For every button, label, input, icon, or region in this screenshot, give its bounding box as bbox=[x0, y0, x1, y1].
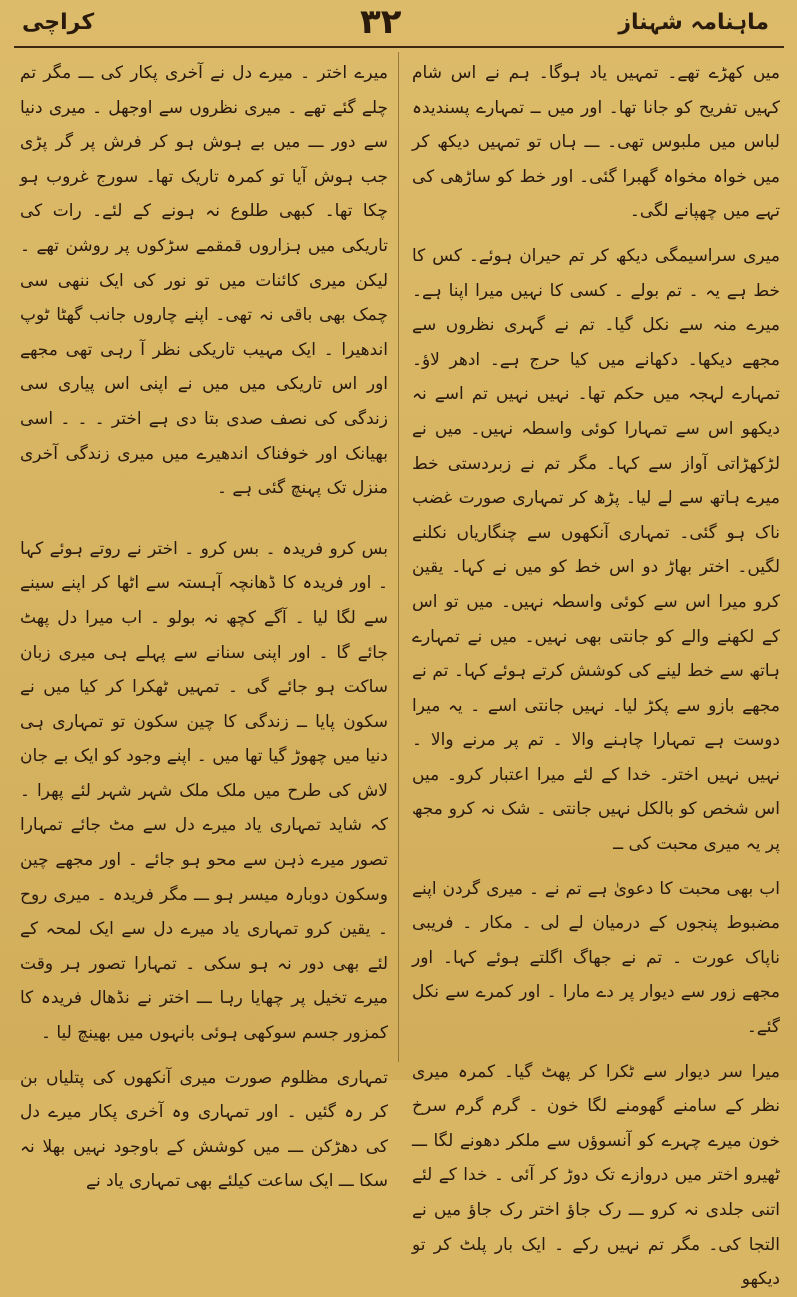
column-divider bbox=[398, 52, 399, 1062]
right-column bbox=[412, 56, 780, 1290]
paragraph: میرے اختر ۔ میرے دل نے آخری پکار کی ـــ مگر تم چلے گئے تھے ۔ میری نظروں سے اوجھل ۔ میری دنیا سے دور ـــ میں بے ہوش ہو کر فرش پر گر پڑی جب ہوش آیا تو کمرہ تاریک تھا۔ سورج غروب ہو چکا تھا۔ کبھی طلوع نہ ہونے کے لئے۔ رات کی تاریکی میں ہزاروں قمقمے سڑکوں پر روشن تھے ۔ لیکن میری کائنات میں تو نور کی ایک ننھی سی چمک بھی باقی نہ تھی۔ اپنے چاروں جانب گھٹا ٹوپ اندھیرا ۔ ایک مہیب تاریکی نظر آ رہی تھی مجھے اور اس تاریکی میں میں نے اپنی اس پیاری سی زندگی کی نصف صدی بتا دی ہے اختر ۔ ۔ ۔ اسی بھیانک اور خوفناک اندھیرے میں میری زندگی آخری منزل تک پہنچ گئی ہے ۔ bbox=[20, 63, 388, 499]
paragraph: بس کرو فریدہ ۔ بس کرو ۔ اختر نے روتے ہوئے کہا ۔ اور فریدہ کا ڈھانچہ آہستہ سے اٹھا کر اپنے سینے سے لگا لیا ۔ آگے کچھ نہ بولو ۔ اب میرا دل پھٹ جائے گا ۔ اور اپنی سنانے سے پہلے ہی میری زبان ساکت ہو جائے گی ۔ تمہیں ٹھکرا کر کیا میں نے سکون پایا ــ زندگی کا چین سکون تو تمہاری ہی دنیا میں چھوڑ گیا تھا میں ۔ اپنے وجود کو ایک بے جان لاش کی طرح میں ملک ملک شہر شہر لئے پھرا ۔ کہ شاید تمہاری یاد میرے دل سے مٹ جائے تمہارا تصور میرے ذہن سے محو ہو جائے ۔ اور مجھے چین وسکون دوبارہ میسر ہو ـــ مگر فریدہ ۔ میری روح ۔ یقین کرو تمہاری یاد میرے دل سے ایک لمحہ کے لئے بھی دور نہ ہو سکی ۔ تمہارا تصور ہر وقت میرے تخیل پر چھایا رہا ـــ اختر نے نڈھال فریدہ کا کمزور جسم سوکھی ہوئی بانہوں میں بھینچ لیا ۔ bbox=[20, 538, 388, 1044]
page-header bbox=[0, 0, 797, 48]
paragraph: میری سراسیمگی دیکھ کر تم حیران ہوئے۔ کس کا خط ہے یہ ۔ تم بولے ۔ کسی کا نہیں میرا اپنا ہے۔ میرے منہ سے نکل گیا۔ تم نے گہری نظروں سے مجھے دیکھا۔ دکھانے میں کیا حرج ہے۔ ادھر لاؤ۔ تمہارے لہجہ میں حکم تھا۔ نہیں نہیں تم اسے نہ دیکھو اس سے تمہارا کوئی واسطہ نہیں۔ میں نے لڑکھڑاتی آواز سے کہا۔ مگر تم نے زبردستی خط میرے ہاتھ سے لے لیا۔ پڑھ کر تمہاری صورت غضب ناک ہو گئی۔ تمہاری آنکھوں سے چنگاریاں نکلنے لگیں۔ اختر بھاڑ دو اس خط کو میں نے کہا۔ یقین کرو میرا اس سے کوئی واسطہ نہیں۔ میں تو اس کے لکھنے والے کو جانتی بھی نہیں۔ میں نے تمہارے ہاتھ سے خط لینے کی کوشش کرتے ہوئے کہا۔ تم نے مجھے بازو سے پکڑ لیا۔ نہیں جانتی اسے ۔ یہ میرا دوست ہے تمہارا چاہنے والا ۔ تم پر مرنے والا ۔ نہیں نہیں اختر۔ خدا کے لئے میرا اعتبار کرو۔ میں اس شخص کو بالکل نہیں جانتی ۔ شک نہ کرو مجھ پر یہ میری محبت کی ــ bbox=[412, 245, 780, 855]
header-rule bbox=[14, 46, 784, 48]
page-number: ۳۲ bbox=[360, 2, 402, 42]
paragraph: تمہاری مظلوم صورت میری آنکھوں کی پتلیاں بن کر رہ گئیں ۔ اور تمہاری وہ آخری پکار میرے دل کی دھڑکن ـــ میں کوشش کے باوجود نہیں بھلا نہ سکا ـــ ایک ساعت کیلئے بھی تمہاری یاد نے bbox=[20, 1067, 388, 1192]
city-name: کراچی bbox=[22, 10, 95, 35]
left-column bbox=[20, 56, 388, 1192]
paragraph: میں کھڑے تھے۔ تمہیں یاد ہوگا۔ ہم نے اس شام کہیں تفریح کو جانا تھا۔ اور میں ــ تمہارے پسندیدہ لباس میں ملبوس تھی۔ ـــ ہاں تو تمہیں دیکھ کر میں خواہ مخواہ گھبرا گئی۔ اور خط کو ساڑھی کی تہے میں چھپانے لگی۔ bbox=[412, 63, 780, 222]
paragraph: اب بھی محبت کا دعویٰ ہے تم نے ۔ میری گردن اپنے مضبوط پنجوں کے درمیان لے لی ۔ مکار ۔ فریبی ناپاک عورت ۔ تم نے جھاگ اگلتے ہوئے کہا۔ اور مجھے زور سے دیوار پر دے مارا ۔ اور کمرے سے نکل گئے۔ bbox=[412, 878, 780, 1038]
paragraph: میرا سر دیوار سے ٹکرا کر پھٹ گیا۔ کمرہ میری نظر کے سامنے گھومنے لگا خون ۔ گرم گرم سرخ خون میرے چہرے کو آنسوؤں سے ملکر دھونے لگا ـــ ٹھیرو اختر میں دروازے تک دوڑ کر آئی ۔ خدا کے لئے اتنی جلدی نہ کرو ـــ رک جاؤ اختر رک جاؤ میں نے التجا کی۔ مگر تم نہیں رکے ۔ ایک بار پلٹ کر تو دیکھو bbox=[412, 1061, 780, 1290]
magazine-title: ماہنامہ شہناز bbox=[618, 10, 769, 35]
